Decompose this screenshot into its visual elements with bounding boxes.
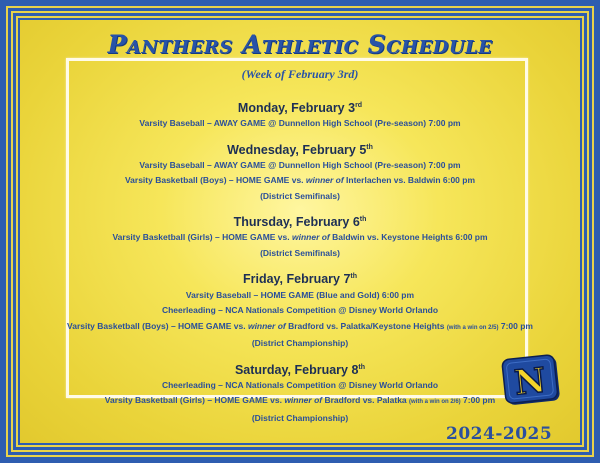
day-date: Wednesday, February 5 bbox=[227, 142, 367, 157]
event-text: (District Semifinals) bbox=[260, 247, 340, 258]
event-note: (with a win on 2/5) bbox=[446, 324, 499, 331]
season-label: 2024-2025 bbox=[446, 424, 553, 444]
event-emphasis: winner of bbox=[291, 232, 330, 243]
event-text: Varsity Baseball – AWAY GAME @ Dunnellon High School (Pre-season) 7:00 pm bbox=[139, 159, 461, 170]
day-date: Monday, February 3 bbox=[237, 101, 356, 116]
event-line bbox=[20, 319, 580, 337]
event-text: (District Championship) bbox=[251, 338, 349, 349]
event-line bbox=[20, 288, 580, 304]
day-suffix: th bbox=[350, 273, 358, 281]
day-heading bbox=[20, 269, 580, 287]
event-line bbox=[20, 393, 580, 411]
event-text: Baldwin vs. Keystone Heights 6:00 pm bbox=[329, 232, 488, 243]
event-text: Varsity Baseball – AWAY GAME @ Dunnellon High School (Pre-season) 7:00 pm bbox=[139, 118, 461, 129]
event-line bbox=[20, 230, 580, 246]
logo-letter: N bbox=[512, 360, 548, 404]
event-line bbox=[20, 378, 580, 394]
day-heading bbox=[20, 212, 580, 230]
event-emphasis: winner of bbox=[305, 175, 344, 186]
page-subtitle: (Week of February 3rd) bbox=[241, 67, 359, 81]
event-text: Interlachen vs. Baldwin 6:00 pm bbox=[343, 175, 476, 186]
event-text: (District Championship) bbox=[251, 412, 349, 423]
event-emphasis: winner of bbox=[247, 320, 286, 331]
event-text: Varsity Basketball (Boys) – HOME GAME vs. bbox=[124, 175, 306, 186]
event-line bbox=[20, 158, 580, 174]
day-date: Friday, February 7 bbox=[242, 272, 351, 287]
day-suffix: rd bbox=[355, 102, 363, 109]
event-line bbox=[20, 246, 580, 262]
event-text: Bradford vs. Palatka/Keystone Heights bbox=[285, 320, 447, 331]
page-title: Panthers Athletic Schedule bbox=[107, 30, 493, 59]
event-note: (with a win on 2/6) bbox=[409, 399, 461, 406]
event-line bbox=[20, 116, 580, 132]
event-text: (District Semifinals) bbox=[260, 190, 340, 201]
event-text: Varsity Basketball (Girls) – HOME GAME vs. bbox=[104, 395, 285, 406]
event-text: 7:00 pm bbox=[498, 320, 533, 331]
day-heading bbox=[20, 98, 580, 116]
day-heading bbox=[20, 360, 580, 378]
day-date: Saturday, February 8 bbox=[234, 362, 359, 377]
day-suffix: th bbox=[358, 363, 366, 371]
event-line bbox=[20, 189, 580, 205]
event-line bbox=[20, 336, 580, 352]
event-text: 7:00 pm bbox=[460, 395, 496, 406]
event-text: Varsity Basketball (Boys) – HOME GAME vs. bbox=[67, 320, 248, 331]
panthers-n-logo-icon bbox=[500, 352, 563, 408]
event-text: Bradford vs. Palatka bbox=[322, 395, 410, 406]
schedule-list bbox=[20, 98, 580, 426]
day-heading bbox=[20, 140, 580, 158]
event-text: Cheerleading – NCA Nationals Competition @ Disney World Orlando bbox=[161, 305, 439, 316]
day-date: Thursday, February 6 bbox=[233, 215, 360, 230]
event-text: Varsity Baseball – HOME GAME (Blue and Gold) 6:00 pm bbox=[185, 289, 415, 300]
event-text: Varsity Basketball (Girls) – HOME GAME vs. bbox=[112, 232, 292, 243]
day-suffix: th bbox=[359, 216, 367, 224]
event-text: Cheerleading – NCA Nationals Competition @ Disney World Orlando bbox=[161, 379, 439, 390]
event-line bbox=[20, 303, 580, 319]
day-suffix: th bbox=[366, 143, 373, 151]
event-line bbox=[20, 173, 580, 189]
event-emphasis: winner of bbox=[284, 395, 323, 406]
